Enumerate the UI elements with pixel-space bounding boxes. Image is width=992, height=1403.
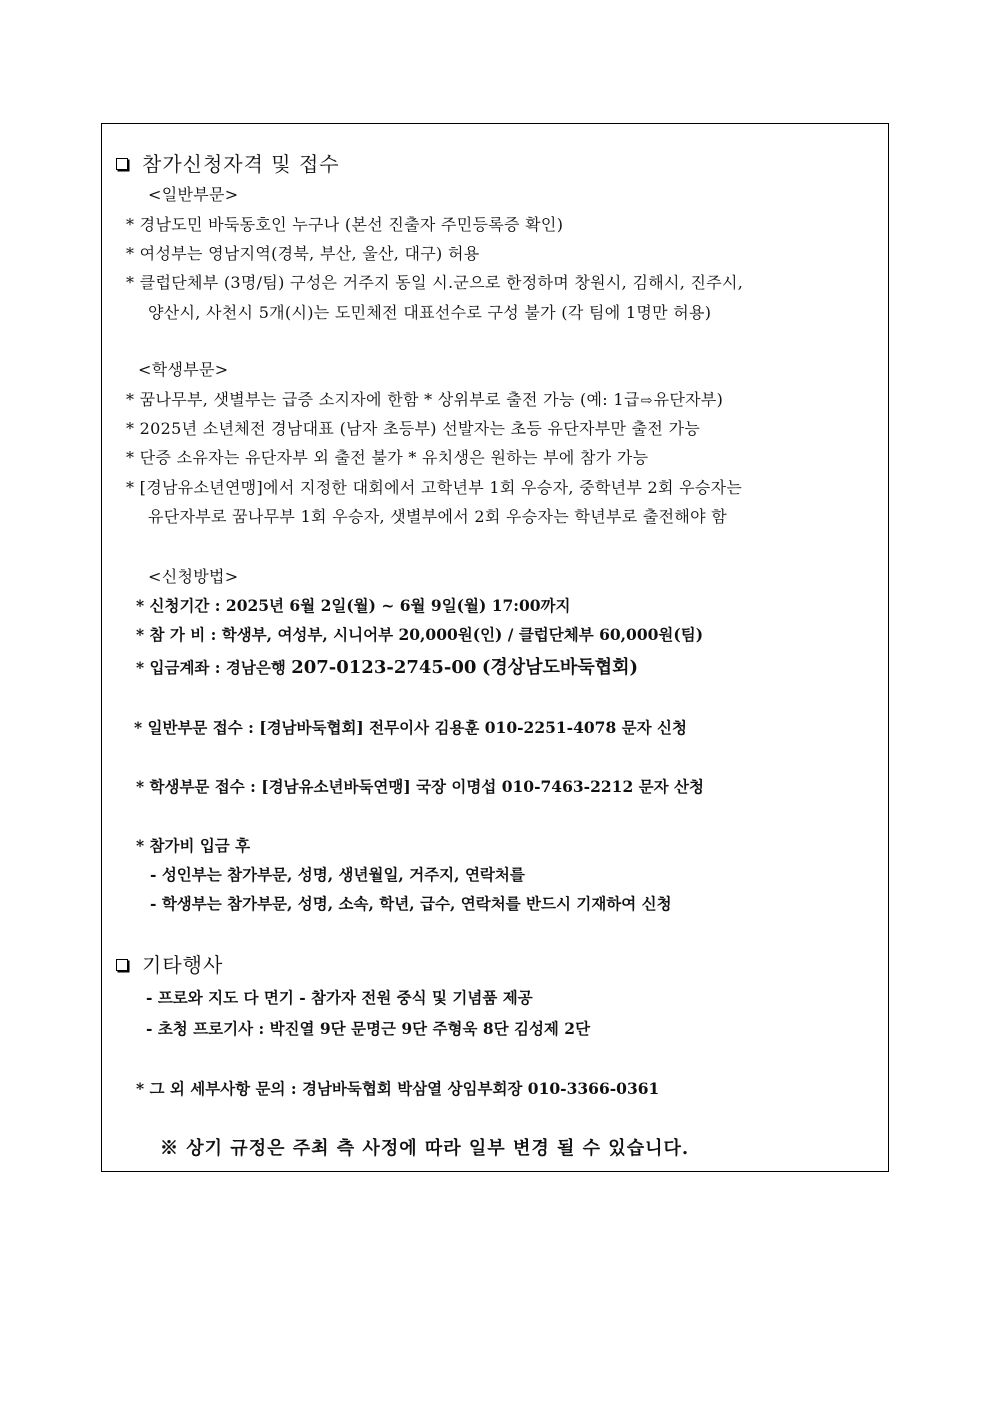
section-title: 참가신청자격 및 접수 bbox=[142, 152, 340, 176]
student-item bbox=[126, 387, 723, 410]
adult-info: - 성인부는 참가부문, 성명, 생년월일, 거주지, 연락처를 bbox=[150, 865, 525, 884]
application-period: * 신청기간 : 2025년 6월 2일(월) ~ 6월 9일(월) 17:00까지 bbox=[136, 596, 571, 615]
method-heading: <신청방법> bbox=[148, 567, 239, 586]
student-contact: * 학생부문 접수 : [경남유소년바둑연맹] 국장 이명섭 010-7463-2212 문자 산청 bbox=[136, 777, 704, 796]
inquiry: * 그 외 세부사항 문의 : 경남바둑협회 박삼열 상임부회장 010-3366-0361 bbox=[136, 1079, 660, 1098]
checkbox-square-icon bbox=[116, 959, 128, 971]
student-info: - 학생부는 참가부문, 성명, 소속, 학년, 급수, 연락처를 반드시 기재하여 신청 bbox=[150, 894, 672, 913]
student-item: 유단자부로 꿈나무부 1회 우승자, 샛별부에서 2회 우승자는 학년부로 출전해야 함 bbox=[148, 507, 728, 526]
notice-box bbox=[101, 123, 889, 1172]
change-notice: ※ 상기 규정은 주최 측 사정에 따라 일부 변경 될 수 있습니다. bbox=[160, 1138, 690, 1159]
deposit-account bbox=[136, 653, 638, 679]
invited-pros: - 초청 프로기사 : 박진열 9단 문명근 9단 주형욱 8단 김성제 2단 bbox=[146, 1019, 591, 1038]
general-item: 양산시, 사천시 5개(시)는 도민체전 대표선수로 구성 불가 (각 팀에 1명만 허용) bbox=[148, 303, 712, 322]
section-heading-events bbox=[116, 949, 223, 978]
student-heading: <학생부문> bbox=[138, 360, 229, 379]
events-line: - 프로와 지도 다 면기 - 참가자 전원 중식 및 기념품 제공 bbox=[146, 988, 533, 1007]
general-heading: <일반부문> bbox=[148, 185, 239, 204]
general-item: * 경남도민 바둑동호인 누구나 (본선 진출자 주민등록증 확인) bbox=[126, 215, 564, 234]
general-item: * 여성부는 영남지역(경북, 부산, 울산, 대구) 허용 bbox=[126, 244, 480, 263]
after-payment: * 참가비 입금 후 bbox=[136, 836, 251, 855]
entry-fee: * 참 가 비 : 학생부, 여성부, 시니어부 20,000원(인) / 클럽단체부 60,000원(팀) bbox=[136, 625, 704, 644]
section-heading-eligibility bbox=[116, 148, 340, 177]
account-holder: (경상남도바둑협회) bbox=[481, 657, 638, 678]
checkbox-square-icon bbox=[116, 158, 128, 170]
student-item-text: * 꿈나무부, 샛별부는 급증 소지자에 한함 * 상위부로 출전 가능 (예: 1급 bbox=[126, 390, 640, 409]
student-item: * [경남유소년연맹]에서 지정한 대회에서 고학년부 1회 우승자, 중학년부 2회 우승자는 bbox=[126, 478, 743, 497]
section-title: 기타행사 bbox=[142, 953, 224, 977]
account-number: 207-0123-2745-00 bbox=[291, 657, 477, 678]
student-item-text: 유단자부) bbox=[653, 390, 724, 409]
student-item: * 2025년 소년체전 경남대표 (남자 초등부) 선발자는 초등 유단자부만 출전 가능 bbox=[126, 419, 701, 438]
student-item: * 단증 소유자는 유단자부 외 출전 불가 * 유치생은 원하는 부에 참가 가능 bbox=[126, 448, 649, 467]
general-item: * 클럽단체부 (3명/팀) 구성은 거주지 동일 시.군으로 한정하며 창원시, 김해시, 진주시, bbox=[126, 273, 744, 292]
right-arrow-icon: ⇨ bbox=[640, 393, 653, 409]
account-label: * 입금계좌 : 경남은행 bbox=[136, 658, 286, 677]
general-contact: * 일반부문 접수 : [경남바둑협회] 전무이사 김용훈 010-2251-4078 문자 신청 bbox=[134, 718, 687, 737]
